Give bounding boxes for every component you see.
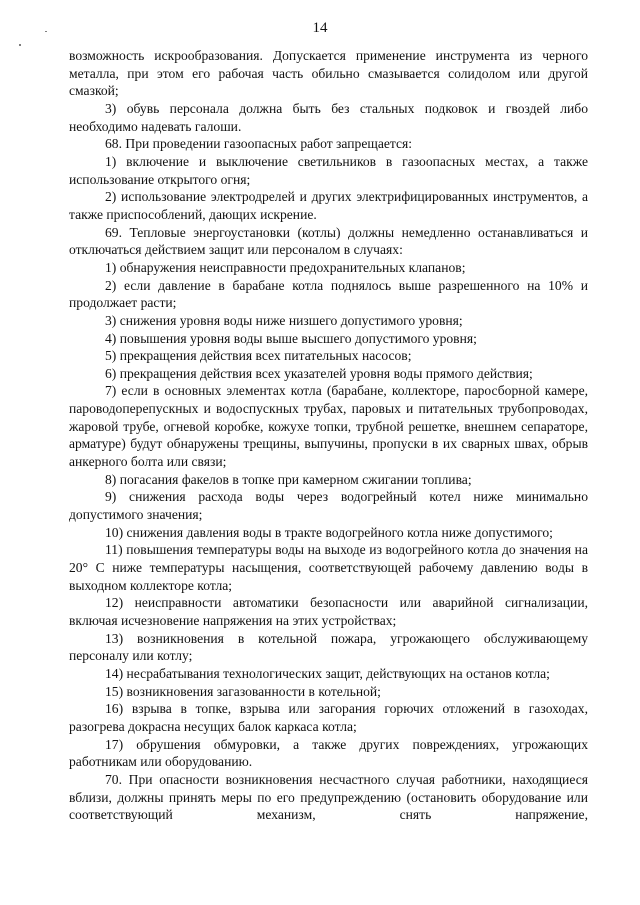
paragraph: 2) использование электродрелей и других электрифицированных инструментов, а также приспособлений, дающих искрение. bbox=[69, 189, 588, 222]
paragraph: 6) прекращения действия всех указателей уровня воды прямого действия; bbox=[105, 365, 533, 381]
paragraph: 1) обнаружения неисправности предохранительных клапанов; bbox=[105, 259, 466, 275]
scan-speck bbox=[45, 31, 47, 32]
paragraph: 69. Тепловые энергоустановки (котлы) должны немедленно останавливаться и отключаться действием защит или персоналом в случаях: bbox=[69, 224, 588, 258]
paragraph: 12) неисправности автоматики безопасности или аварийной сигнализации, включая исчезновение напряжения на этих устройствах; bbox=[69, 595, 588, 628]
paragraph: 15) возникновения загазованности в котельной; bbox=[105, 683, 381, 699]
paragraph: 14) несрабатывания технологических защит, действующих на останов котла; bbox=[105, 665, 550, 681]
paragraph: 11) повышения температуры воды на выходе из водогрейного котла до значения на 20° С ниже температуры насыщения, соответствующей рабочему давлению воды в выходном коллекторе котла; bbox=[69, 542, 588, 593]
paragraph: 17) обрушения обмуровки, а также других повреждениях, угрожающих работникам или оборудованию. bbox=[69, 736, 588, 770]
paragraph: 4) повышения уровня воды выше высшего допустимого уровня; bbox=[105, 330, 477, 346]
paragraph: 13) возникновения в котельной пожара, угрожающего обслуживающему персоналу или котлу; bbox=[69, 630, 588, 664]
paragraph: 5) прекращения действия всех питательных насосов; bbox=[105, 348, 412, 364]
paragraph: 70. При опасности возникновения несчастного случая работники, находящиеся вблизи, должны принять меры по его предупреждению (остановить оборудование или соответствующий механизм, снять напряжение, bbox=[69, 771, 588, 823]
paragraph: 1) включение и выключение светильников в газоопасных местах, а также использование открытого огня; bbox=[69, 153, 588, 187]
paragraph: 16) взрыва в топке, взрыва или загорания горючих отложений в газоходах, разогрева докрасна несущих балок каркаса котла; bbox=[69, 701, 588, 734]
paragraph: 3) обувь персонала должна быть без стальных подковок и гвоздей либо необходимо надевать галоши. bbox=[69, 100, 588, 134]
paragraph: возможность искрообразования. Допускается применение инструмента из черного металла, при этом его рабочая часть обильно смазывается солидолом или другой смазкой; bbox=[69, 48, 588, 99]
paragraph: 7) если в основных элементах котла (барабане, коллекторе, паросборной камере, пароводоперепускных и водоспускных трубах, паровых и питательных трубопроводах, жаровой трубе, огневой коробке, кожухе топки, трубной решетке, внешнем сепараторе, арматуре) будут обнаружены трещины, выпучины, пропуски в их сварных швах, обрыв анкерного болта или связи; bbox=[69, 383, 588, 470]
paragraph: 9) снижения расхода воды через водогрейный котел ниже минимально допустимого значения; bbox=[69, 489, 588, 523]
paragraph: 8) погасания факелов в топке при камерном сжигании топлива; bbox=[105, 471, 472, 487]
scan-speck bbox=[19, 44, 21, 46]
paragraph: 68. При проведении газоопасных работ запрещается: bbox=[105, 136, 413, 152]
document-body bbox=[69, 47, 588, 824]
paragraph: 10) снижения давления воды в тракте водогрейного котла ниже допустимого; bbox=[105, 524, 553, 540]
paragraph: 3) снижения уровня воды ниже низшего допустимого уровня; bbox=[105, 312, 463, 328]
paragraph: 2) если давление в барабане котла поднялось выше разрешенного на 10% и продолжает расти; bbox=[69, 277, 588, 311]
page-number: 14 bbox=[312, 20, 328, 36]
